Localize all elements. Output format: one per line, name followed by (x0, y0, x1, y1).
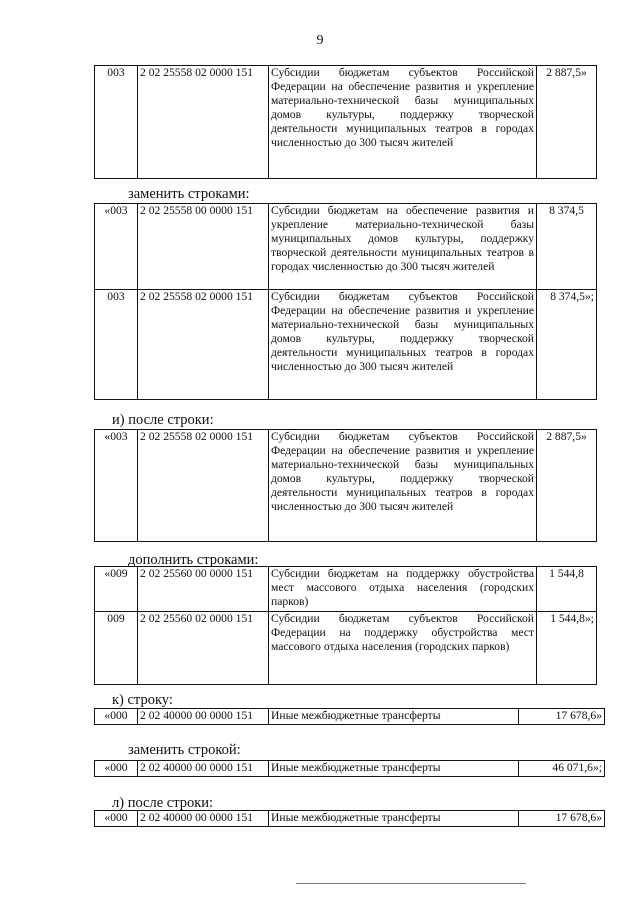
table-row (95, 709, 605, 725)
cell-amount: 17 678,6» (519, 709, 605, 725)
table-row (95, 761, 605, 777)
section-heading: заменить строками: (128, 186, 250, 202)
budget-table (94, 566, 597, 685)
cell-amount: 46 071,6»; (519, 761, 605, 777)
cell-amount: 8 374,5»; (537, 290, 597, 400)
budget-table (94, 708, 605, 725)
cell-kbk: 2 02 25560 00 0000 151 (138, 567, 269, 612)
table-row (95, 430, 597, 542)
cell-kbk: 2 02 25558 00 0000 151 (138, 204, 269, 290)
cell-kbk: 2 02 25558 02 0000 151 (138, 290, 269, 400)
cell-kbk: 2 02 40000 00 0000 151 (138, 709, 269, 725)
cell-kbk: 2 02 25558 02 0000 151 (138, 430, 269, 542)
cell-amount: 1 544,8»; (537, 612, 597, 685)
cell-code: «000 (95, 709, 138, 725)
cell-code: 009 (95, 612, 138, 685)
page-number: 9 (316, 33, 324, 48)
cell-description: Иные межбюджетные трансферты (269, 761, 519, 777)
table-row (95, 66, 597, 179)
section-heading: л) после строки: (112, 795, 214, 811)
cell-amount: 2 887,5» (537, 430, 597, 542)
cell-kbk: 2 02 25560 02 0000 151 (138, 612, 269, 685)
cell-code: «000 (95, 761, 138, 777)
cell-amount: 1 544,8 (537, 567, 597, 612)
cell-amount: 2 887,5» (537, 66, 597, 179)
cell-description: Субсидии бюджетам субъектов Российской Федерации на обеспечение развития и укрепление материально-технической базы муниципальных домов культуры, поддержку творческой деятельности муниципальных театров в городах численностью до 300 тысяч жителей (269, 430, 537, 542)
cell-code: «003 (95, 204, 138, 290)
footer-divider (296, 883, 526, 884)
table-row (95, 567, 597, 612)
budget-table (94, 760, 605, 777)
cell-kbk: 2 02 25558 02 0000 151 (138, 66, 269, 179)
section-heading: заменить строкой: (128, 742, 241, 758)
cell-description: Субсидии бюджетам субъектов Российской Федерации на обеспечение развития и укрепление материально-технической базы муниципальных домов культуры, поддержку творческой деятельности муниципальных театров в городах численностью до 300 тысяч жителей (269, 290, 537, 400)
cell-kbk: 2 02 40000 00 0000 151 (138, 761, 269, 777)
cell-kbk: 2 02 40000 00 0000 151 (138, 811, 269, 827)
cell-description: Субсидии бюджетам на поддержку обустройства мест массового отдыха населения (городских парков) (269, 567, 537, 612)
table-row (95, 612, 597, 685)
cell-description: Субсидии бюджетам на обеспечение развития и укрепление материально-технической базы муниципальных домов культуры, поддержку творческой деятельности муниципальных театров в городах численностью до 300 тысяч жителей (269, 204, 537, 290)
cell-description: Иные межбюджетные трансферты (269, 811, 519, 827)
cell-code: «009 (95, 567, 138, 612)
budget-table (94, 203, 597, 400)
section-heading: к) строку: (112, 692, 173, 708)
table-row (95, 811, 605, 827)
cell-code: 003 (95, 66, 138, 179)
cell-code: «000 (95, 811, 138, 827)
section-heading: дополнить строками: (128, 552, 259, 568)
cell-description: Субсидии бюджетам субъектов Российской Федерации на поддержку обустройства мест массового отдыха населения (городских парков) (269, 612, 537, 685)
cell-code: 003 (95, 290, 138, 400)
section-heading: и) после строки: (112, 412, 214, 428)
budget-table (94, 810, 605, 827)
cell-amount: 17 678,6» (519, 811, 605, 827)
cell-description: Иные межбюджетные трансферты (269, 709, 519, 725)
table-row (95, 204, 597, 290)
cell-amount: 8 374,5 (537, 204, 597, 290)
cell-code: «003 (95, 430, 138, 542)
budget-table (94, 429, 597, 542)
cell-description: Субсидии бюджетам субъектов Российской Федерации на обеспечение развития и укрепление материально-технической базы муниципальных домов культуры, поддержку творческой деятельности муниципальных театров в городах численностью до 300 тысяч жителей (269, 66, 537, 179)
budget-table-continued (94, 65, 597, 179)
table-row (95, 290, 597, 400)
